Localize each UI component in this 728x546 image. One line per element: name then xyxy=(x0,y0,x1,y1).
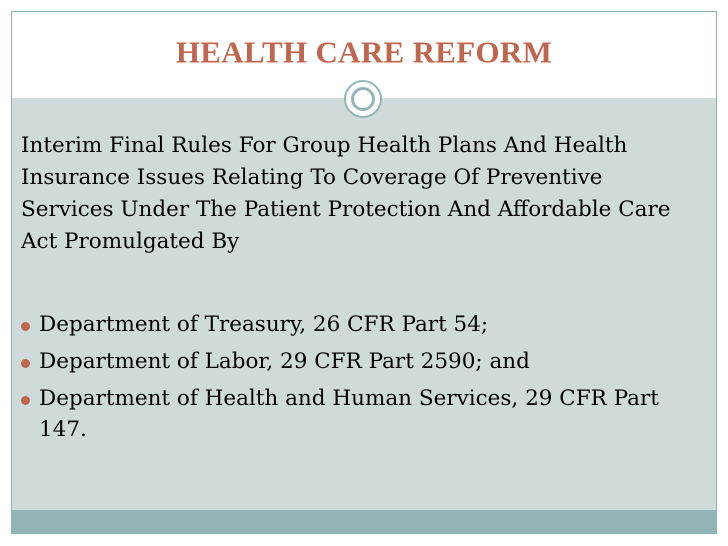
bullet-item-treasury xyxy=(21,309,701,340)
footer-band xyxy=(12,510,716,533)
intro-paragraph: Interim Final Rules For Group Health Plans And Health Insurance Issues Relating To Coverage Of Preventive Services Under The Patient Protection And Affordable Care Act Promulgated By xyxy=(21,133,671,254)
bullet-text: Department of Treasury, 26 CFR Part 54; xyxy=(39,312,489,337)
inner-ring xyxy=(351,87,375,111)
bullet-item-labor xyxy=(21,346,701,377)
bullet-list xyxy=(21,309,701,445)
round-bullet-icon xyxy=(21,359,30,368)
bullet-text: Department of Labor, 29 CFR Part 2590; and xyxy=(39,349,530,374)
bullet-text: Department of Health and Human Services, 29 CFR Part 147. xyxy=(39,386,659,442)
slide-title: HEALTH CARE REFORM xyxy=(175,34,553,70)
double-ring-icon xyxy=(344,80,382,118)
slide-frame xyxy=(11,11,717,534)
bullet-item-hhs xyxy=(21,383,701,445)
round-bullet-icon xyxy=(21,322,30,331)
round-bullet-icon xyxy=(21,396,30,405)
